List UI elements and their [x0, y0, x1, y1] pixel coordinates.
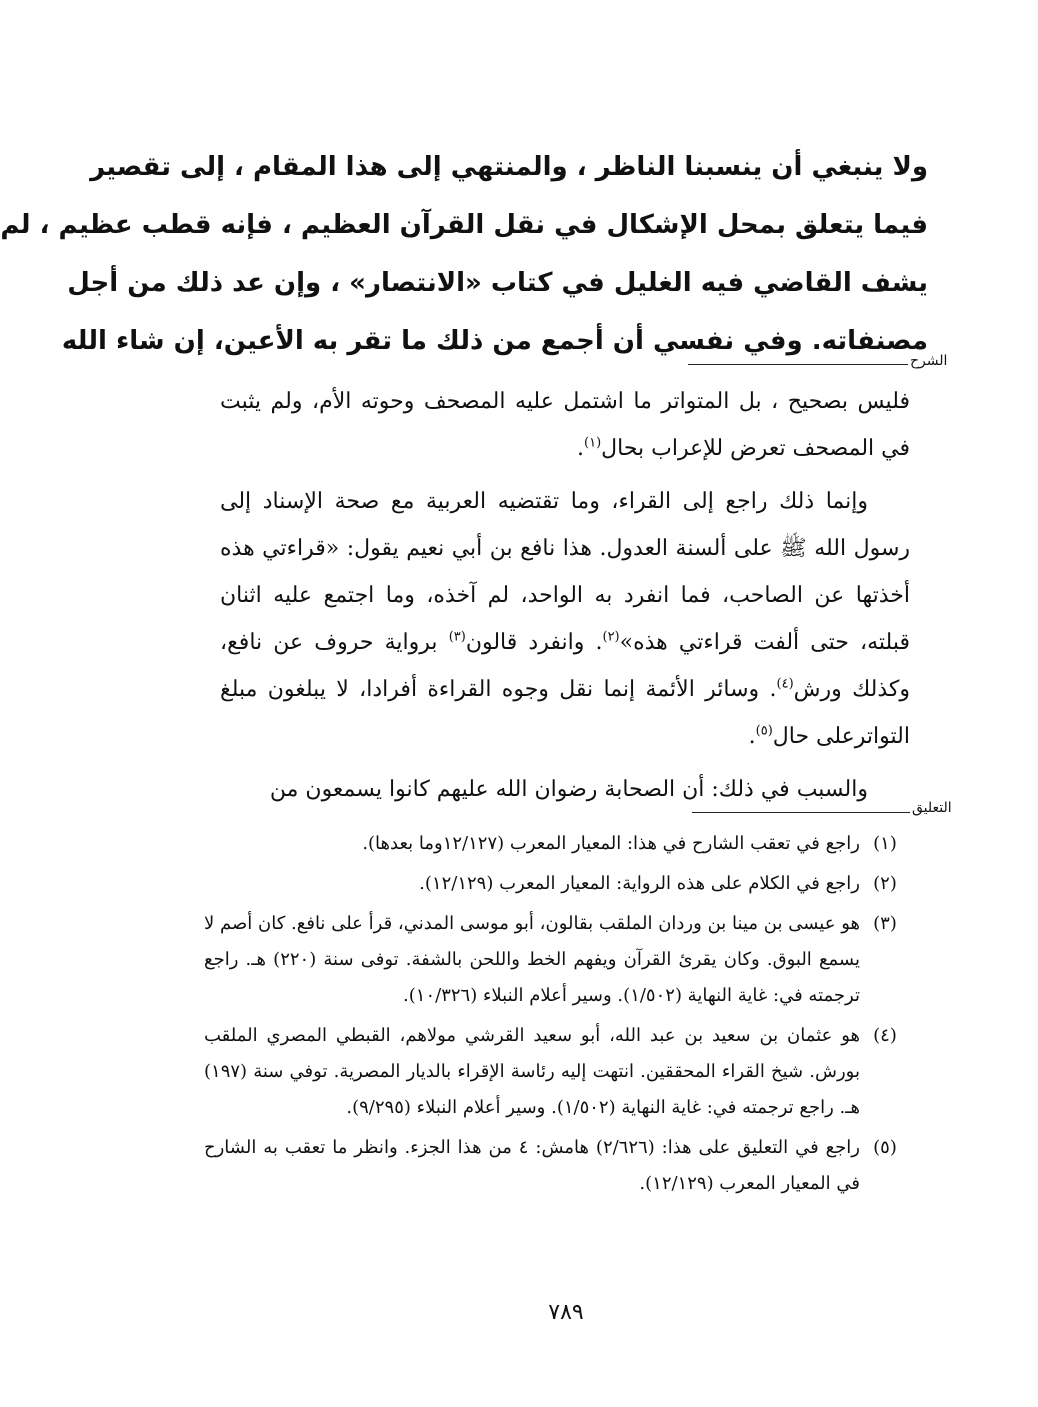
- footnote-ref: (٣): [448, 629, 466, 645]
- commentary-text: والسبب في ذلك: أن الصحابة رضوان الله عليهم كانوا يسمعون من: [269, 777, 868, 802]
- footnote-ref: (٢): [602, 629, 620, 645]
- commentary-divider: [688, 364, 908, 365]
- commentary-block: [220, 378, 910, 819]
- footnote-item: [204, 866, 910, 902]
- footnote-number: (١): [873, 833, 897, 854]
- commentary-text: وإنما ذلك راجع إلى القراء، وما تقتضيه العربية مع صحة الإسناد إلى رسول الله ﷺ على ألسنة العدول. هذا نافع بن أبي نعيم يقول: «قراءتي هذه أخذتها عن الصاحب، فما انفرد به الواحد، لم آخذه، وما اجتمع عليه اثنان قبلته، حتى ألفت قراءتي هذه»: [220, 489, 910, 655]
- commentary-text: برواية حروف عن نافع، وكذلك ورش: [220, 630, 910, 702]
- notes-label: التعليق: [912, 800, 952, 816]
- main-text-line: فيما يتعلق بمحل الإشكال في نقل القرآن العظيم ، فإنه قطب عظيم ، لم: [0, 210, 928, 240]
- footnote-item: [204, 1130, 910, 1202]
- footnote-text: هو عيسى بن مينا بن وردان الملقب بقالون، أبو موسى المدني، قرأ على نافع. كان أصم لا يسمع البوق. وكان يقرئ القرآن ويفهم الخط واللحن بالشفة. توفى سنة (٢٢٠) هـ. راجع ترجمته في: غاية النهاية (١/٥٠٢). وسير أعلام النبلاء (١٠/٣٢٦).: [204, 913, 861, 1006]
- commentary-paragraph: [220, 478, 910, 760]
- commentary-text: . وسائر الأئمة إنما نقل وجوه القراءة أفرادا، لا يبلغون مبلغ التواترعلى حال: [220, 677, 910, 749]
- commentary-paragraph: [220, 766, 910, 813]
- footnotes-block: [204, 826, 910, 1206]
- footnote-number: (٥): [873, 1137, 897, 1158]
- footnote-item: [204, 1018, 910, 1126]
- footnote-ref: (٤): [776, 676, 794, 692]
- footnote-text: راجع في الكلام على هذه الرواية: المعيار المعرب (١٢/١٢٩).: [419, 873, 860, 894]
- footnote-item: [204, 826, 910, 862]
- footnote-item: [204, 906, 910, 1014]
- notes-divider: [692, 812, 910, 813]
- main-text-line: مصنفاته. وفي نفسي أن أجمع من ذلك ما تقر به الأعين، إن شاء الله: [61, 326, 928, 356]
- commentary-text: . وانفرد قالون: [465, 630, 603, 655]
- footnote-ref: (٥): [755, 723, 773, 739]
- footnote-number: (٢): [873, 873, 897, 894]
- commentary-label: الشرح: [910, 353, 948, 369]
- commentary-text: .: [577, 436, 585, 461]
- commentary-text: فليس بصحيح ، بل المتواتر ما اشتمل عليه المصحف وحوته الأم، ولم يثبت في المصحف تعرض للإعراب بحال: [220, 389, 910, 461]
- commentary-text: .: [748, 724, 756, 749]
- footnote-number: (٤): [873, 1025, 897, 1046]
- page-number: ٧٨٩: [548, 1300, 584, 1325]
- commentary-paragraph: [220, 378, 910, 472]
- main-text-line: ولا ينبغي أن ينسبنا الناظر ، والمنتهي إلى هذا المقام ، إلى تقصير: [90, 152, 928, 182]
- footnote-text: راجع في التعليق على هذا: (٢/٦٢٦) هامش: ٤ من هذا الجزء. وانظر ما تعقب به الشارح في المعيار المعرب (١٢/١٢٩).: [204, 1137, 860, 1194]
- footnote-text: راجع في تعقب الشارح في هذا: المعيار المعرب (١٢/١٢٧وما بعدها).: [362, 833, 860, 854]
- footnote-ref: (١): [584, 435, 602, 451]
- main-text-block: [0, 138, 928, 370]
- footnote-number: (٣): [873, 913, 897, 934]
- footnote-text: هو عثمان بن سعيد بن عبد الله، أبو سعيد القرشي مولاهم، القبطي المصري الملقب بورش. شيخ القراء المحققين. انتهت إليه رئاسة الإقراء بالديار المصرية. توفي سنة (١٩٧) هـ. راجع ترجمته في: غاية النهاية (١/٥٠٢). وسير أعلام النبلاء (٩/٢٩٥).: [204, 1025, 860, 1118]
- main-text-line: يشف القاضي فيه الغليل في كتاب «الانتصار» ، وإن عد ذلك من أجل: [67, 268, 928, 298]
